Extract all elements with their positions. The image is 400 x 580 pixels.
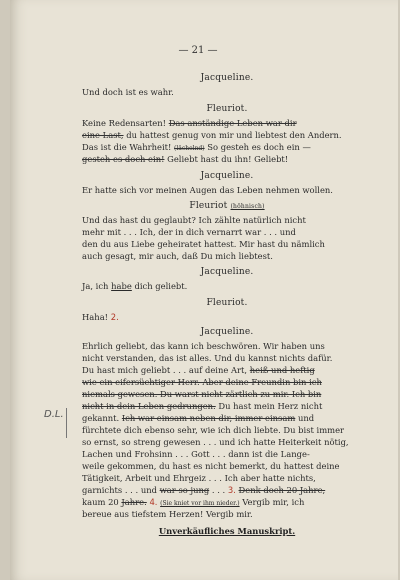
struck-text: gesteh es doch ein! bbox=[82, 154, 165, 164]
text-span: Du hast mein Herz nicht bbox=[218, 401, 323, 411]
struck-text: war so jung bbox=[159, 485, 210, 495]
text-span: garnichts . . . und bbox=[82, 485, 157, 495]
text-span: Keine Redensarten! bbox=[82, 118, 167, 128]
text-line: bereue aus tiefstem Herzen! Vergib mir. bbox=[82, 509, 253, 519]
text-span: Du hast mich geliebt . . . auf deine Art, bbox=[82, 365, 248, 375]
struck-text: Jahre. bbox=[121, 497, 147, 507]
text-line: so ernst, so streng gewesen . . . und ich hatte Heiterkeit nötig, bbox=[82, 437, 349, 447]
text-span: Das ist die Wahrheit! bbox=[82, 142, 172, 152]
text-line: Er hatte sich vor meinen Augen das Leben nehmen wollen. bbox=[82, 185, 333, 195]
text-line: Tätigkeit, Arbeit und Ehrgeiz . . . Ich aber hatte nichts, bbox=[82, 473, 316, 483]
text-line: auch gesagt, mir auch, daß Du mich liebtest. bbox=[82, 251, 273, 261]
text-line: mehr mit . . . Ich, der in dich vernarrt war . . . und bbox=[82, 227, 296, 237]
page-number: — 21 — bbox=[178, 45, 218, 56]
text-line bbox=[82, 364, 372, 376]
text-line bbox=[82, 311, 372, 323]
struck-text: nicht in dein Leben gedrungen. bbox=[82, 401, 216, 411]
text-span: gekannt. bbox=[82, 413, 120, 423]
text-line: fürchtete dich ebenso sehr, wie ich dich liebte. Du bist immer bbox=[82, 425, 345, 435]
text-span: dich geliebt. bbox=[134, 281, 188, 291]
speaker-label: Jacqueline. bbox=[200, 171, 254, 181]
text-line: Ehrlich geliebt, das kann ich beschwören. Wir haben uns bbox=[82, 341, 325, 351]
text-line bbox=[82, 484, 372, 496]
annotation-number: 4. bbox=[149, 497, 158, 507]
margin-bracket bbox=[66, 408, 67, 438]
annotation-number: 3. bbox=[227, 485, 236, 495]
stage-direction: (höhnisch) bbox=[230, 203, 265, 210]
annotation-number: 2. bbox=[110, 312, 119, 322]
text-span: du hattest genug von mir und liebtest den Andern. bbox=[126, 130, 342, 140]
text-line: den du aus Liebe geheiratet hattest. Mir hast du nämlich bbox=[82, 239, 325, 249]
text-line: Und doch ist es wahr. bbox=[82, 87, 174, 97]
struck-text: Denk doch 20 Jahre, bbox=[238, 485, 326, 495]
speaker-label: Jacqueline. bbox=[200, 267, 254, 277]
text-span: und bbox=[297, 413, 315, 423]
text-line: Und das hast du geglaubt? Ich zählte natürlich nicht bbox=[82, 215, 306, 225]
text-span: kaum 20 bbox=[82, 497, 119, 507]
text-span: Vergib mir, ich bbox=[242, 497, 305, 507]
text-line bbox=[82, 153, 372, 165]
text-line: Lachen und Frohsinn . . . Gott . . . dann ist die Lange- bbox=[82, 449, 310, 459]
stage-direction: (Sie kniet vor ihm nieder.) bbox=[160, 500, 240, 507]
text-line bbox=[82, 400, 372, 412]
text-line bbox=[82, 117, 372, 129]
text-span: Geliebt hast du ihn! Geliebt! bbox=[167, 154, 289, 164]
text-line: weile gekommen, du hast es nicht bemerkt, du hattest deine bbox=[82, 461, 340, 471]
footer-note: Unverkäufliches Manuskript. bbox=[158, 526, 296, 536]
manuscript-page bbox=[10, 0, 398, 580]
text-span: Ja, ich bbox=[82, 281, 109, 291]
struck-text: heiß und heftig bbox=[249, 365, 315, 375]
underlined-text: habe bbox=[111, 281, 132, 291]
text-line bbox=[82, 129, 372, 141]
text-line bbox=[82, 280, 372, 292]
text-span: . . . bbox=[211, 485, 226, 495]
struck-text: eine Last, bbox=[82, 130, 124, 140]
speaker-label: Fleuriot. bbox=[206, 104, 248, 114]
text-span: Haha! bbox=[82, 312, 109, 322]
text-span: So gesteh es doch ein — bbox=[207, 142, 311, 152]
text-line: nicht verstanden, das ist alles. Und du kannst nichts dafür. bbox=[82, 353, 333, 363]
text-line bbox=[82, 412, 372, 424]
speaker-label: Jacqueline. bbox=[200, 73, 254, 83]
struck-line: wie ein eifersüchtiger Herr. Aber deine Freundin bin ich bbox=[82, 377, 322, 387]
struck-line: niemals gewesen. Du warst nicht zärtlich zu mir. Ich bin bbox=[82, 389, 322, 399]
margin-note: D.L. bbox=[44, 409, 64, 420]
speaker-label: Fleuriot. bbox=[206, 298, 248, 308]
struck-text: Ich war einsam neben dir, immer einsam bbox=[121, 413, 296, 423]
speaker-name: Fleuriot bbox=[189, 201, 228, 211]
struck-text: Das anständige Leben war dir bbox=[168, 118, 297, 128]
stage-direction: (lächelnd) bbox=[174, 145, 205, 152]
speaker-label bbox=[82, 201, 372, 211]
speaker-label: Jacqueline. bbox=[200, 327, 254, 337]
